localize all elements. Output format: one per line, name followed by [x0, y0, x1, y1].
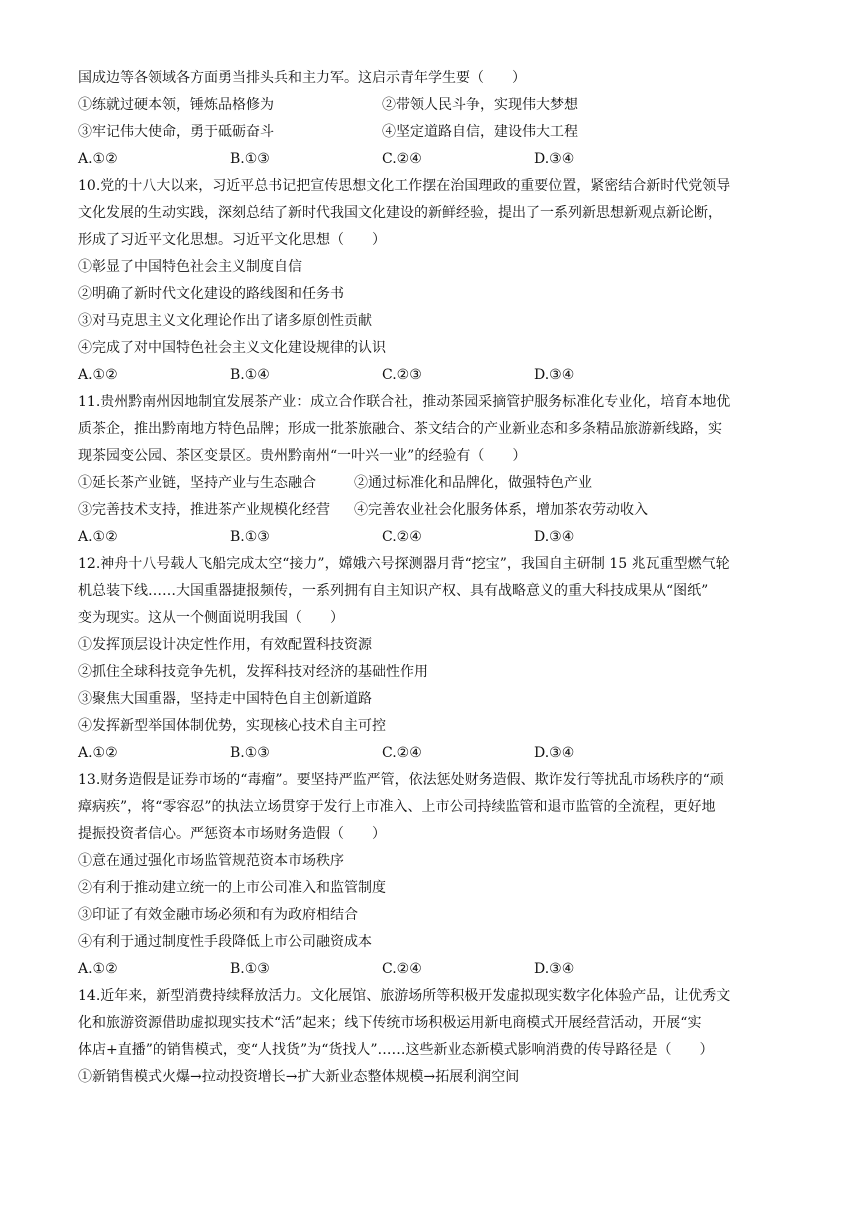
- q11-option-1: ①延长茶产业链，坚持产业与生态融合: [78, 475, 316, 491]
- q12-choice-d[interactable]: D.③④: [534, 745, 575, 761]
- q9-option-4: ④坚定道路自信，建设伟大工程: [382, 124, 578, 140]
- q11-choice-a[interactable]: A.①②: [78, 529, 118, 545]
- q13-option-3: ③印证了有效金融市场必须和有为政府相结合: [78, 907, 358, 923]
- q14-stem-line-1: 14.近年来，新型消费持续释放活力。文化展馆、旅游场所等积极开发虚拟现实数字化体验产品，让优秀文: [78, 988, 731, 1004]
- q14-option-1: ①新销售模式火爆→拉动投资增长→扩大新业态整体规模→拓展利润空间: [78, 1069, 520, 1085]
- q13-stem-line-3: 提振投资者信心。严惩资本市场财务造假（ ）: [78, 826, 386, 842]
- q9-options-row-2: [78, 120, 790, 144]
- q10-stem-line-1: 10.党的十八大以来，习近平总书记把宣传思想文化工作摆在治国理政的重要位置，紧密结合新时代党领导: [78, 178, 731, 194]
- q13-option-2: ②有利于推动建立统一的上市公司准入和监管制度: [78, 880, 386, 896]
- q10-choice-a[interactable]: A.①②: [78, 367, 118, 383]
- q13-choice-a[interactable]: A.①②: [78, 961, 118, 977]
- q11-choice-c[interactable]: C.②④: [382, 529, 422, 545]
- q12-choices: [78, 741, 790, 765]
- q11-choice-d[interactable]: D.③④: [534, 529, 575, 545]
- q10-choice-c[interactable]: C.②③: [382, 367, 422, 383]
- q10-option-1: ①彰显了中国特色社会主义制度自信: [78, 259, 302, 275]
- q11-stem-line-2: 质茶企，推出黔南地方特色品牌；形成一批茶旅融合、茶文结合的产业新业态和多条精品旅游新线路，实: [78, 421, 722, 437]
- q9-choice-a[interactable]: A.①②: [78, 151, 118, 167]
- q12-option-4: ④发挥新型举国体制优势，实现核心技术自主可控: [78, 718, 386, 734]
- q12-choice-c[interactable]: C.②④: [382, 745, 422, 761]
- q14-stem-line-3: 体店+直播”的销售模式，变“人找货”为“货找人”……这些新业态新模式影响消费的传导路径是（ ）: [78, 1042, 714, 1058]
- q9-option-1: ①练就过硬本领，锤炼品格修为: [78, 97, 274, 113]
- q11-options-row-2: [78, 498, 790, 522]
- q12-stem-line-2: 机总装下线……大国重器捷报频传，一系列拥有自主知识产权、具有战略意义的重大科技成果从“图纸”: [78, 583, 709, 599]
- q10-stem-line-3: 形成了习近平文化思想。习近平文化思想（ ）: [78, 232, 386, 248]
- q10-option-4: ④完成了对中国特色社会主义文化建设规律的认识: [78, 340, 386, 356]
- q13-stem-line-2: 瘴病疾”，将“零容忍”的执法立场贯穿于发行上市准入、上市公司持续监管和退市监管的全流程，更好地: [78, 799, 716, 815]
- q12-stem-line-1: 12.神舟十八号载人飞船完成太空“接力”，嫦娥六号探测器月背“挖宝”，我国自主研制 15 兆瓦重型燃气轮: [78, 556, 730, 572]
- q9-options-row-1: [78, 93, 790, 117]
- q11-stem-line-1: 11.贵州黔南州因地制宜发展茶产业：成立合作联合社，推动茶园采摘管护服务标准化专业化，培育本地优: [78, 394, 731, 410]
- q10-choices: [78, 363, 790, 387]
- q11-option-4: ④完善农业社会化服务体系，增加茶农劳动收入: [354, 502, 648, 518]
- q13-choice-b[interactable]: B.①③: [230, 961, 270, 977]
- q11-options-row-1: [78, 471, 790, 495]
- q13-option-4: ④有利于通过制度性手段降低上市公司融资成本: [78, 934, 372, 950]
- q12-choice-b[interactable]: B.①③: [230, 745, 270, 761]
- q13-choice-c[interactable]: C.②④: [382, 961, 422, 977]
- q10-option-2: ②明确了新时代文化建设的路线图和任务书: [78, 286, 344, 302]
- q11-choices: [78, 525, 790, 549]
- q11-option-2: ②通过标准化和品牌化，做强特色产业: [354, 475, 592, 491]
- q9-choice-c[interactable]: C.②④: [382, 151, 422, 167]
- q9-option-2: ②带领人民斗争，实现伟大梦想: [382, 97, 578, 113]
- q9-option-3: ③牢记伟大使命，勇于砥砺奋斗: [78, 124, 274, 140]
- q13-stem-line-1: 13.财务造假是证券市场的“毒瘤”。要坚持严监严管，依法惩处财务造假、欺诈发行等扰乱市场秩序的“顽: [78, 772, 724, 788]
- q11-option-3: ③完善技术支持，推进茶产业规模化经营: [78, 502, 330, 518]
- q10-stem-line-2: 文化发展的生动实践，深刻总结了新时代我国文化建设的新鲜经验，提出了一系列新思想新观点新论断，: [78, 205, 722, 221]
- q12-option-2: ②抓住全球科技竞争先机，发挥科技对经济的基础性作用: [78, 664, 428, 680]
- q12-option-1: ①发挥顶层设计决定性作用，有效配置科技资源: [78, 637, 372, 653]
- q13-choices: [78, 957, 790, 981]
- q12-choice-a[interactable]: A.①②: [78, 745, 118, 761]
- q9-choice-d[interactable]: D.③④: [534, 151, 575, 167]
- q13-option-1: ①意在通过强化市场监管规范资本市场秩序: [78, 853, 344, 869]
- q11-stem-line-3: 现茶园变公园、茶区变景区。贵州黔南州“一叶兴一业”的经验有（ ）: [78, 448, 527, 464]
- q9-choice-b[interactable]: B.①③: [230, 151, 270, 167]
- q10-option-3: ③对马克思主义文化理论作出了诸多原创性贡献: [78, 313, 372, 329]
- q9-stem: 国成边等各领域各方面勇当排头兵和主力军。这启示青年学生要（ ）: [78, 70, 526, 86]
- q13-choice-d[interactable]: D.③④: [534, 961, 575, 977]
- q14-stem-line-2: 化和旅游资源借助虚拟现实技术“活”起来；线下传统市场积极运用新电商模式开展经营活动，开展“实: [78, 1015, 702, 1031]
- q10-choice-d[interactable]: D.③④: [534, 367, 575, 383]
- q10-choice-b[interactable]: B.①④: [230, 367, 270, 383]
- q12-stem-line-3: 变为现实。这从一个侧面说明我国（ ）: [78, 610, 344, 626]
- q9-choices: [78, 147, 790, 171]
- q12-option-3: ③聚焦大国重器，坚持走中国特色自主创新道路: [78, 691, 372, 707]
- q11-choice-b[interactable]: B.①③: [230, 529, 270, 545]
